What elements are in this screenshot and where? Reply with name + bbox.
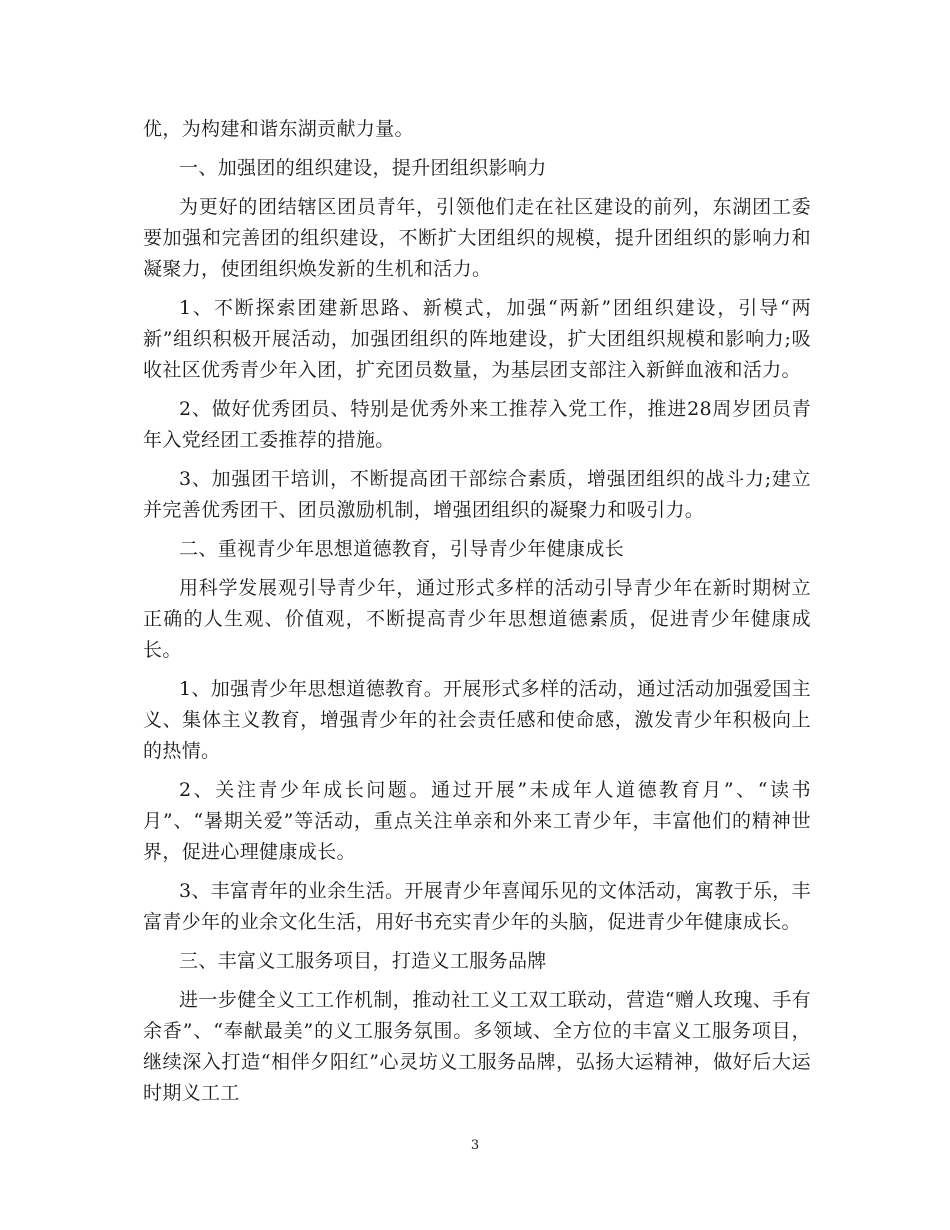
paragraph: 优，为构建和谐东湖贡献力量。 <box>143 118 414 140</box>
paragraph: 进一步健全义工工作机制，推动社工义工双工联动，营造“赠人玫瑰、手有余香”、“奉献最美”的义工服务氛围。多领域、全方位的丰富义工服务项目，继续深入打造“相伴夕阳红”心灵坊义工服务品牌，弘扬大运精神，做好后大运时期义工工 <box>143 989 811 1104</box>
list-item: 1、不断探索团建新思路、新模式，加强“两新”团组织建设，引导“两新”组织积极开展活动，加强团组织的阵地建设，扩大团组织规模和影响力;吸收社区优秀青少年入团，扩充团员数量，为基层团支部注入新鲜血液和活力。 <box>143 297 811 381</box>
list-item: 1、加强青少年思想道德教育。开展形式多样的活动，通过活动加强爱国主义、集体主义教育，增强青少年的社会责任感和使命感，激发青少年积极向上的热情。 <box>143 678 811 762</box>
list-item: 3、加强团干培训，不断提高团干部综合素质，增强团组织的战斗力;建立并完善优秀团干、团员激励机制，增强团组织的凝聚力和吸引力。 <box>143 468 811 521</box>
document-body <box>143 114 811 1117</box>
paragraph: 为更好的团结辖区团员青年，引领他们走在社区建设的前列，东湖团工委要加强和完善团的组织建设，不断扩大团组织的规模，提升团组织的影响力和凝聚力，使团组织焕发新的生机和活力。 <box>143 196 811 280</box>
paragraph: 用科学发展观引导青少年，通过形式多样的活动引导青少年在新时期树立正确的人生观、价值观，不断提高青少年思想道德素质，促进青少年健康成长。 <box>143 577 811 661</box>
section-heading: 一、加强团的组织建设，提升团组织影响力 <box>179 157 547 179</box>
list-item: 2、关注青少年成长问题。通过开展”未成年人道德教育月”、“读书月”、“暑期关爱”等活动，重点关注单亲和外来工青少年，丰富他们的精神世界，促进心理健康成长。 <box>143 779 811 863</box>
list-item: 2、做好优秀团员、特别是优秀外来工推荐入党工作，推进28周岁团员青年入党经团工委推荐的措施。 <box>143 398 811 451</box>
list-item: 3、丰富青年的业余生活。开展青少年喜闻乐见的文体活动，寓教于乐，丰富青少年的业余文化生活，用好书充实青少年的头脑，促进青少年健康成长。 <box>143 880 811 933</box>
section-heading: 二、重视青少年思想道德教育，引导青少年健康成长 <box>179 538 625 560</box>
page-number: 3 <box>470 1138 480 1153</box>
section-heading: 三、丰富义工服务项目，打造义工服务品牌 <box>179 950 547 972</box>
